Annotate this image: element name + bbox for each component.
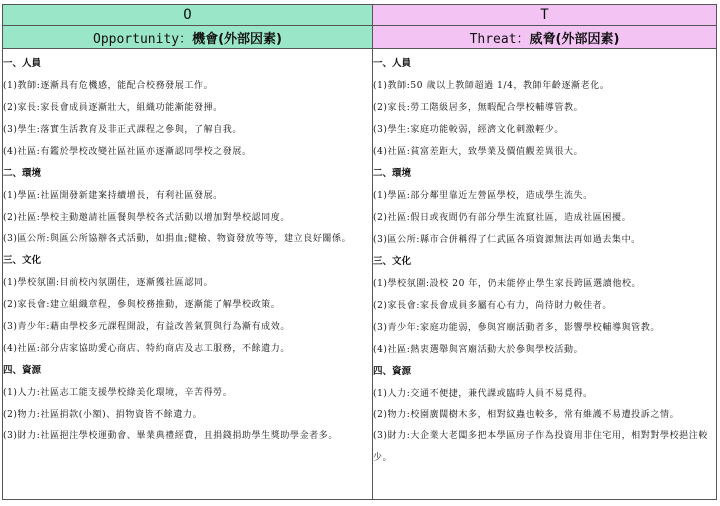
threat-item: (1)學校氛圍:設校 20 年，仍未能停止學生家長跨區選讀他校。 <box>373 279 642 289</box>
threat-section-title: 四、資源 <box>373 366 412 377</box>
opportunity-section-title: 二、環境 <box>3 168 42 179</box>
opportunity-item: (1)人力:社區志工能支援學校綠美化環境，辛苦得勞。 <box>3 388 233 398</box>
threat-item: (2)社區:假日或夜間仍有部分學生流竄社區，造成社區困擾。 <box>373 213 632 223</box>
opportunity-item: (3)學生:落實生活教育及非正式課程之參與，了解自我。 <box>3 125 242 135</box>
opportunity-item: (2)物力:社區捐款(小額)、捐物資皆不餘遺力。 <box>3 410 203 420</box>
swot-table-container <box>2 4 716 504</box>
threat-item: (3)學生:家庭功能較弱，經濟文化刺激輕少。 <box>373 125 564 135</box>
threat-item: (3)財力:大企業大老闆多把本學區房子作為投資用非住宅用，相對對學校挹注較少。 <box>373 431 708 463</box>
threat-section-title: 一、人員 <box>373 58 412 69</box>
opportunity-item: (3)財力:社區挹注學校運動會、畢業典禮經費，且捐錢捐助學生獎助學金者多。 <box>3 431 338 441</box>
opportunity-item: (3)區公所:與區公所協辦各式活動，如捐血;健檢、物資發放等等，建立良好關係。 <box>3 234 352 244</box>
threat-item: (4)社區:貧富差距大，致學業及價值觀差異很大。 <box>373 147 584 157</box>
threat-section-title: 三、文化 <box>373 256 412 267</box>
opportunity-item: (2)家長會:建立組織章程，參與校務推動，逐漸能了解學校政策。 <box>3 300 281 310</box>
threat-item: (4)社區:熱衷選舉與宮廟活動大於參與學校活動。 <box>373 345 584 355</box>
threat-title-header <box>373 26 717 49</box>
opportunity-item: (1)學校氛圍:目前校內氛圍佳，逐漸獲社區認同。 <box>3 278 214 288</box>
threat-item: (1)教師:50 歲以上教師超過 1/4，教師年齡逐漸老化。 <box>373 81 610 91</box>
opportunity-item: (3)青少年:藉由學校多元課程開設，有益改善氣質與行為漸有成效。 <box>3 322 290 332</box>
opportunity-item: (4)社區:有鑑於學校改變社區社區亦逐漸認同學校之發展。 <box>3 147 252 157</box>
opportunity-item: (1)學區:社區開發新建案持續增長，有利社區發展。 <box>3 191 223 201</box>
opportunity-item: (1)教師:逐漸具有危機感，能配合校務發展工作。 <box>3 81 214 91</box>
threat-title-zh: 威脅(外部因素) <box>529 31 620 47</box>
threat-item: (1)學區:部分鄰里靠近左營區學校，造成學生流失。 <box>373 191 593 201</box>
threat-item: (1)人力:交通不便捷，兼代課或臨時人員不易覓得。 <box>373 389 593 399</box>
threat-item: (2)家長:勞工階級居多，無暇配合學校輔導管教。 <box>373 103 584 113</box>
opportunity-column <box>3 49 373 500</box>
threat-item: (3)青少年:家庭功能弱，參與宮廟活動者多，影響學校輔導與管教。 <box>373 323 660 333</box>
opportunity-item: (2)家長:家長會成員逐漸壯大，組織功能漸能發揮。 <box>3 103 223 113</box>
opportunity-section-title: 三、文化 <box>3 255 42 266</box>
threat-item: (3)區公所:縣市合併稱得了仁武區各項資源無法再如過去集中。 <box>373 235 641 245</box>
opportunity-section-title: 一、人員 <box>3 58 42 69</box>
opportunity-item: (2)社區:學校主動邀請社區餐與學校各式活動以增加對學校認同度。 <box>3 213 290 223</box>
opportunity-title-zh: 機會(外部因素) <box>192 31 282 47</box>
threat-item: (2)物力:校園廣闊樹木多，相對紋蟲也較多，常有維護不易遭投訴之情。 <box>373 410 680 420</box>
threat-title-en: Threat： <box>469 31 530 47</box>
opportunity-title-en: Opportunity： <box>93 31 193 47</box>
threat-section-title: 二、環境 <box>373 168 412 179</box>
opportunity-section-title: 四、資源 <box>3 365 42 376</box>
swot-table <box>2 4 717 500</box>
opportunity-item: (4)社區:部分店家協助愛心商店、特約商店及志工服務，不餘遺力。 <box>3 344 290 354</box>
threat-item: (2)家長會:家長會成員多屬有心有力，尚待財力較佳者。 <box>373 301 612 311</box>
opportunity-title-header <box>3 26 373 49</box>
threat-letter-header: T <box>373 5 717 26</box>
opportunity-letter-header: O <box>3 5 373 26</box>
threat-column <box>373 49 717 500</box>
